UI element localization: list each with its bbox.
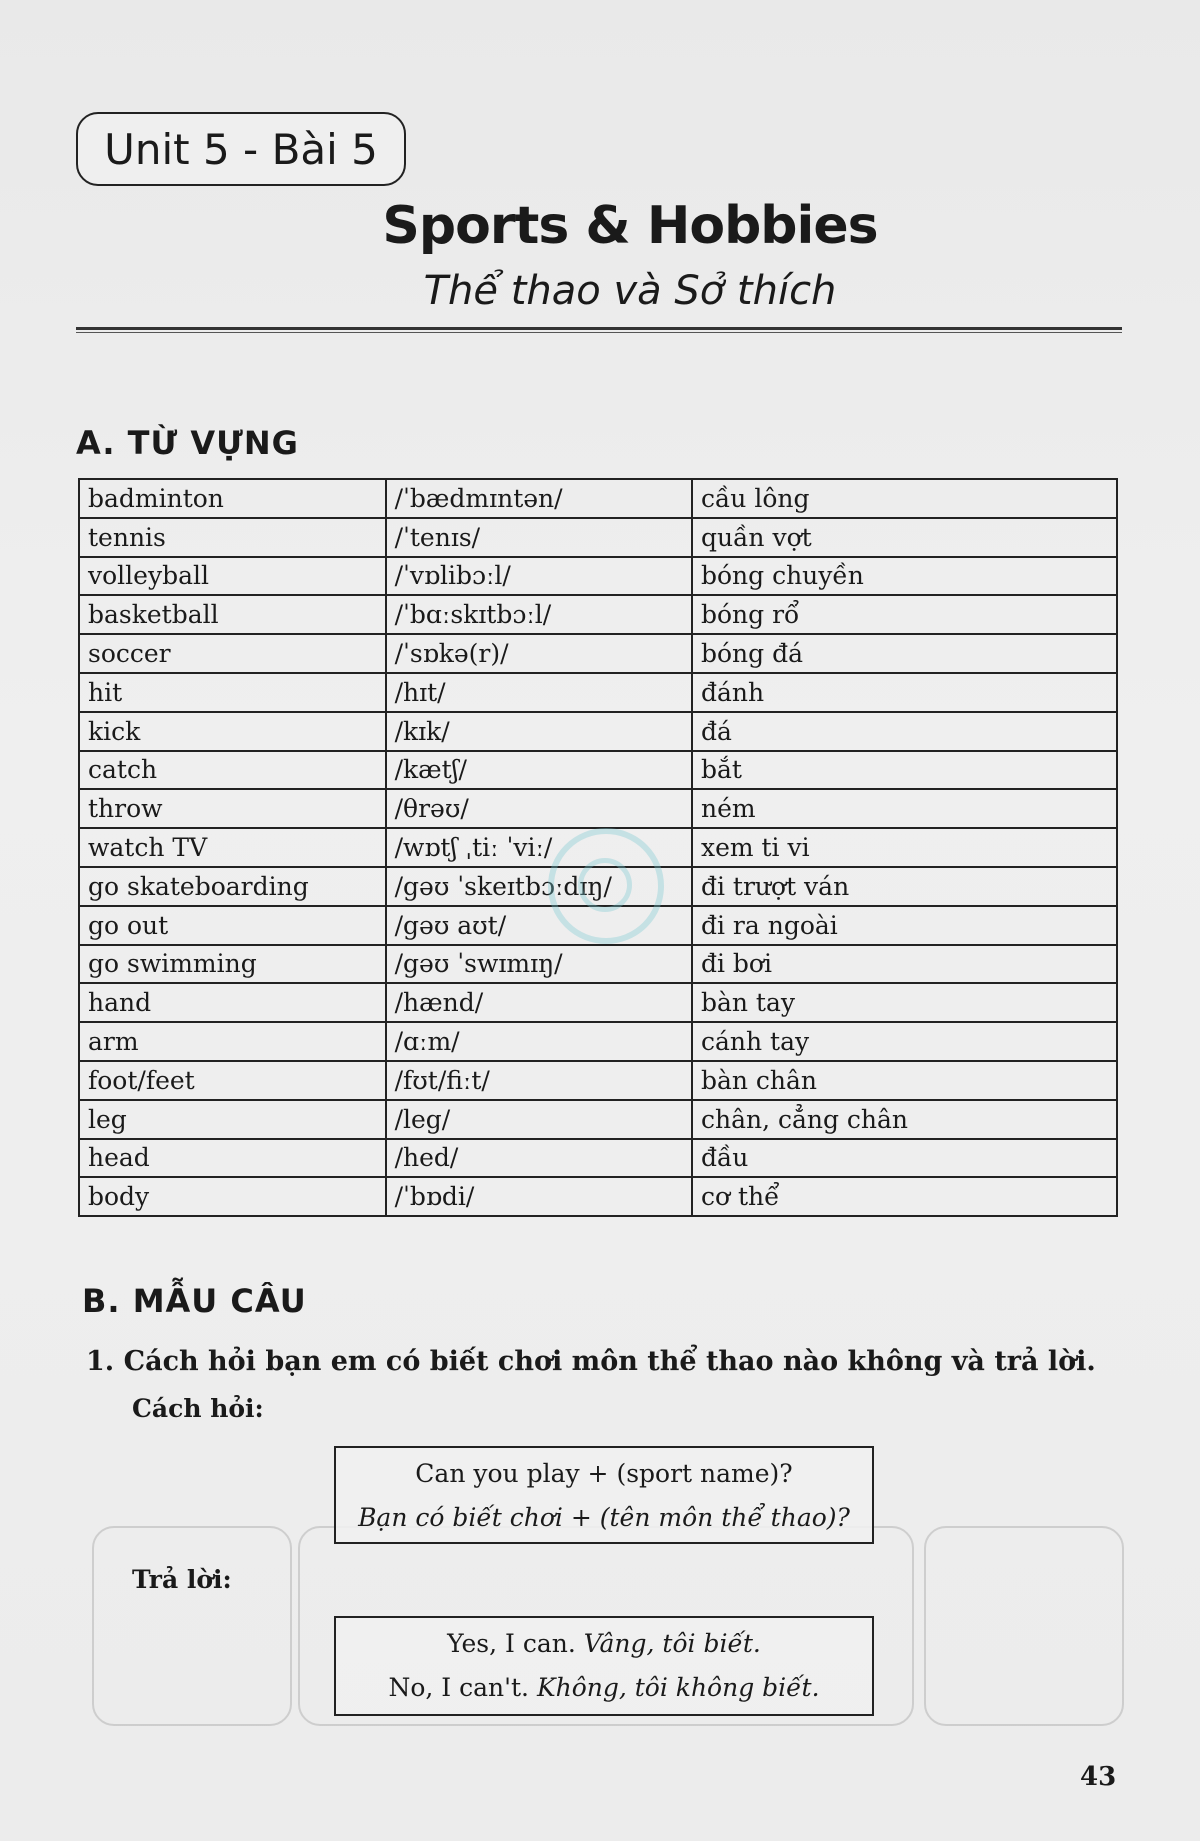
vocab-row xyxy=(79,595,1117,634)
vocab-word: soccer xyxy=(79,634,386,673)
vocab-ipa: /gəʊ aʊt/ xyxy=(386,906,692,945)
vocab-ipa: /θrəʊ/ xyxy=(386,789,692,828)
answer-no-english: No, I can't. xyxy=(388,1673,529,1702)
vocab-meaning: cánh tay xyxy=(692,1022,1117,1061)
vocab-word: catch xyxy=(79,751,386,790)
vocab-row xyxy=(79,479,1117,518)
section-b-heading: B. MẪU CÂU xyxy=(82,1282,307,1320)
section-a-heading: A. TỪ VỰNG xyxy=(76,424,299,462)
vocab-word: hit xyxy=(79,673,386,712)
answer-yes-english: Yes, I can. xyxy=(447,1629,576,1658)
vocab-ipa: /fʊt/fiːt/ xyxy=(386,1061,692,1100)
vocab-word: kick xyxy=(79,712,386,751)
vocab-meaning: ném xyxy=(692,789,1117,828)
vocab-ipa: /wɒtʃ ˌtiː ˈviː/ xyxy=(386,828,692,867)
vocab-row xyxy=(79,1022,1117,1061)
vocab-meaning: quần vợt xyxy=(692,518,1117,557)
vocab-word: go skateboarding xyxy=(79,867,386,906)
vocab-ipa: /hænd/ xyxy=(386,983,692,1022)
vocab-row xyxy=(79,1139,1117,1178)
vocab-row xyxy=(79,557,1117,596)
vocab-row xyxy=(79,751,1117,790)
vocab-ipa: /ˈsɒkə(r)/ xyxy=(386,634,692,673)
vocab-meaning: cầu lông xyxy=(692,479,1117,518)
vocab-ipa: /gəʊ ˈswɪmɪŋ/ xyxy=(386,945,692,984)
vocab-meaning: đánh xyxy=(692,673,1117,712)
vocab-ipa: /ˈtenɪs/ xyxy=(386,518,692,557)
vocab-meaning: cơ thể xyxy=(692,1177,1117,1216)
vocab-ipa: /hɪt/ xyxy=(386,673,692,712)
vocab-meaning: đi trượt ván xyxy=(692,867,1117,906)
vocab-meaning: đi bơi xyxy=(692,945,1117,984)
faded-picture-panel xyxy=(92,1526,292,1726)
vocab-word: watch TV xyxy=(79,828,386,867)
page-subtitle: Thể thao và Sở thích xyxy=(423,268,837,314)
vocab-meaning: bàn tay xyxy=(692,983,1117,1022)
watermark-logo-icon xyxy=(548,828,664,944)
vocab-row xyxy=(79,1177,1117,1216)
faded-picture-panel xyxy=(924,1526,1124,1726)
question-box xyxy=(334,1446,874,1544)
vocab-meaning: bóng đá xyxy=(692,634,1117,673)
vocab-row xyxy=(79,1061,1117,1100)
vocab-meaning: xem ti vi xyxy=(692,828,1117,867)
vocab-row xyxy=(79,673,1117,712)
vocab-row xyxy=(79,1100,1117,1139)
vocab-meaning: bắt xyxy=(692,751,1117,790)
vocab-row xyxy=(79,518,1117,557)
vocab-word: foot/feet xyxy=(79,1061,386,1100)
vocab-ipa: /ˈbædmɪntən/ xyxy=(386,479,692,518)
answer-no-vietnamese: Không, tôi không biết. xyxy=(536,1673,820,1702)
vocab-word: body xyxy=(79,1177,386,1216)
vocab-word: basketball xyxy=(79,595,386,634)
vocab-meaning: đá xyxy=(692,712,1117,751)
vocab-row xyxy=(79,789,1117,828)
vocab-word: throw xyxy=(79,789,386,828)
vocab-meaning: đầu xyxy=(692,1139,1117,1178)
vocab-ipa: /kætʃ/ xyxy=(386,751,692,790)
vocab-word: head xyxy=(79,1139,386,1178)
title-divider xyxy=(76,327,1122,333)
vocab-word: badminton xyxy=(79,479,386,518)
vocab-row xyxy=(79,983,1117,1022)
vocab-ipa: /ɑːm/ xyxy=(386,1022,692,1061)
vocab-word: volleyball xyxy=(79,557,386,596)
vocab-row xyxy=(79,945,1117,984)
vocab-meaning: bóng rổ xyxy=(692,595,1117,634)
vocab-word: go out xyxy=(79,906,386,945)
vocab-ipa: /ˈbɑːskɪtbɔːl/ xyxy=(386,595,692,634)
vocab-ipa: /gəʊ ˈskeɪtbɔːdɪŋ/ xyxy=(386,867,692,906)
vocab-word: arm xyxy=(79,1022,386,1061)
vocab-ipa: /hed/ xyxy=(386,1139,692,1178)
vocab-word: tennis xyxy=(79,518,386,557)
vocab-row xyxy=(79,712,1117,751)
vocab-word: leg xyxy=(79,1100,386,1139)
vocab-ipa: /leg/ xyxy=(386,1100,692,1139)
vocab-meaning: bàn chân xyxy=(692,1061,1117,1100)
unit-badge: Unit 5 - Bài 5 xyxy=(76,112,406,186)
vocab-ipa: /ˈbɒdi/ xyxy=(386,1177,692,1216)
question-vietnamese: Bạn có biết chơi + (tên môn thể thao)? xyxy=(358,1503,850,1532)
vocab-meaning: đi ra ngoài xyxy=(692,906,1117,945)
vocab-ipa: /kɪk/ xyxy=(386,712,692,751)
vocab-word: go swimming xyxy=(79,945,386,984)
page-title: Sports & Hobbies xyxy=(382,196,878,256)
pattern-title: 1. Cách hỏi bạn em có biết chơi môn thể thao nào không và trả lời. xyxy=(86,1346,1096,1377)
vocab-word: hand xyxy=(79,983,386,1022)
vocab-row xyxy=(79,634,1117,673)
vocab-meaning: bóng chuyền xyxy=(692,557,1117,596)
page-number: 43 xyxy=(1080,1762,1117,1792)
answer-no xyxy=(336,1666,872,1710)
answer-yes xyxy=(336,1622,872,1666)
answer-yes-vietnamese: Vâng, tôi biết. xyxy=(583,1629,761,1658)
ask-label: Cách hỏi: xyxy=(132,1394,264,1423)
answer-box xyxy=(334,1616,874,1716)
answer-label: Trả lời: xyxy=(132,1565,232,1594)
vocab-meaning: chân, cẳng chân xyxy=(692,1100,1117,1139)
question-english: Can you play + (sport name)? xyxy=(415,1459,793,1488)
vocab-ipa: /ˈvɒlibɔːl/ xyxy=(386,557,692,596)
